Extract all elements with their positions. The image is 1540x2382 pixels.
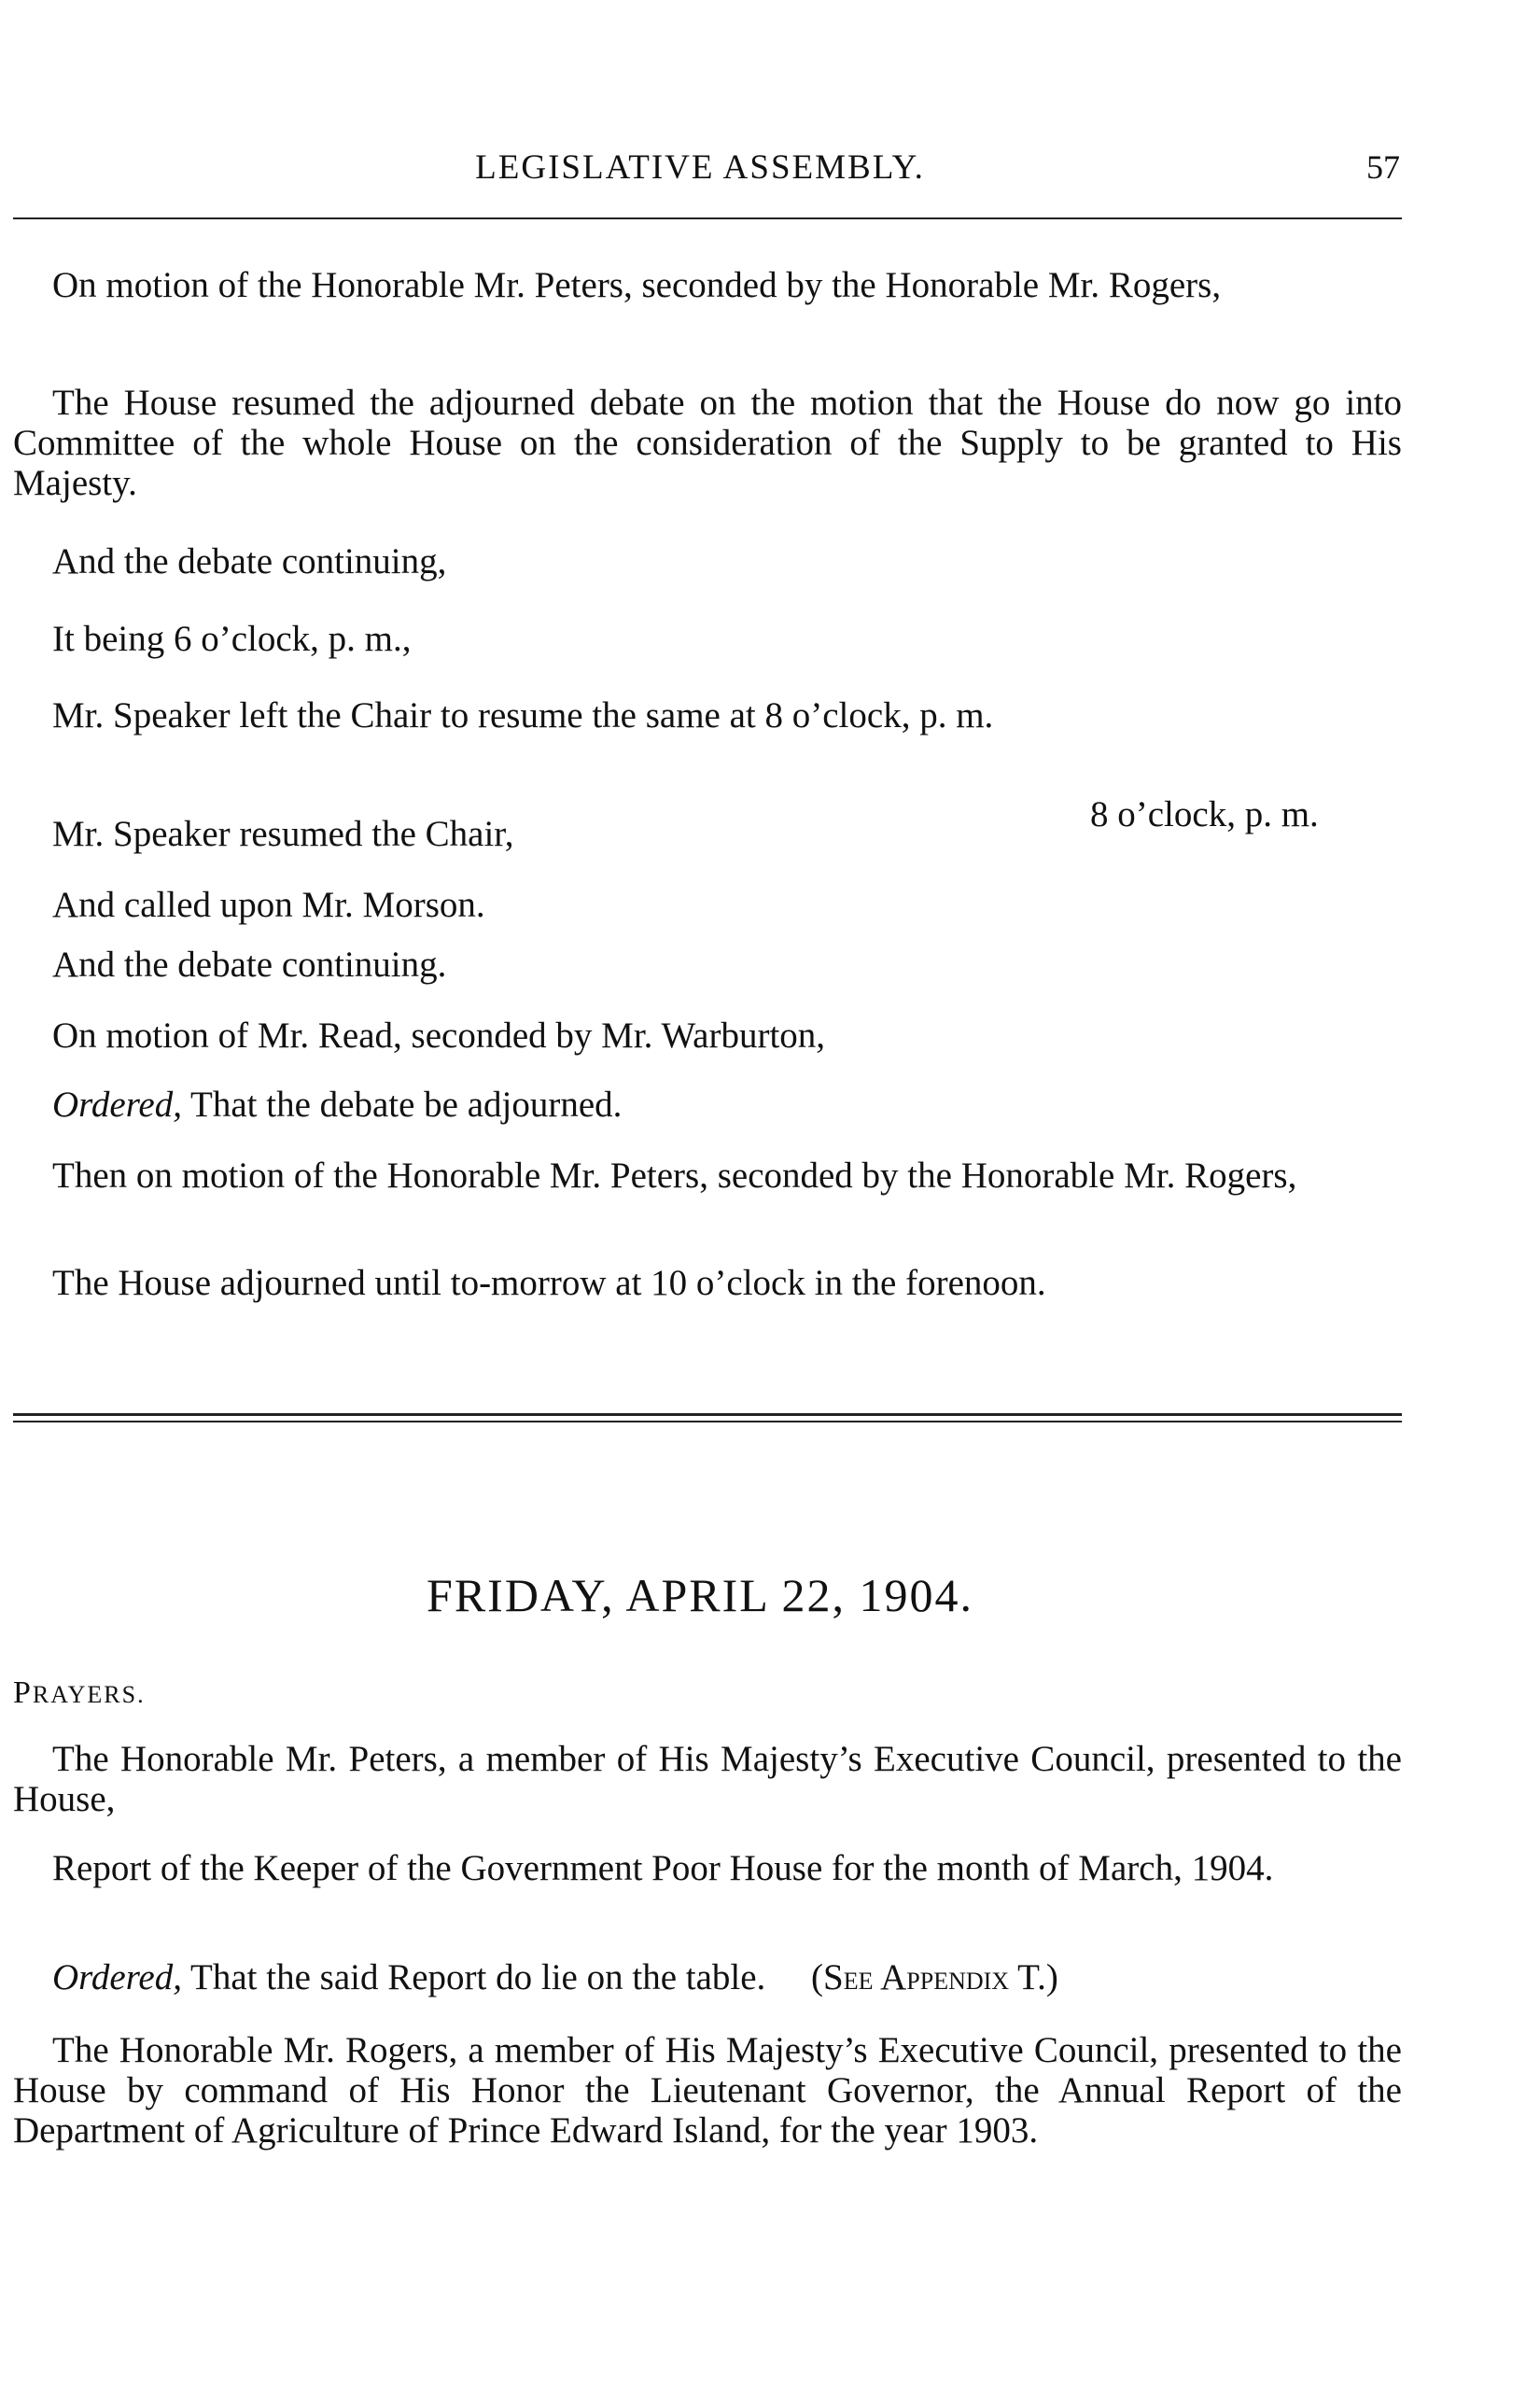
prayers-rest: RAYERS. bbox=[32, 1681, 146, 1708]
paragraph-debate-continuing: And the debate continuing, bbox=[52, 541, 447, 581]
see-rest: EE bbox=[843, 1968, 874, 1995]
appendix-initial: A bbox=[880, 1957, 907, 1997]
paragraph-speaker-left: Mr. Speaker left the Chair to resume the same at 8 o’clock, p. m. bbox=[52, 695, 994, 736]
page-number: 57 bbox=[1366, 148, 1400, 186]
ordered-label: Ordered, bbox=[52, 1085, 182, 1125]
ordered-text: That the debate be adjourned. bbox=[182, 1085, 623, 1125]
paragraph-resumed-debate: The House resumed the adjourned debate on the motion that the House do now go into Committee of the whole House on the consideration of the Supply to be granted to His Majesty. bbox=[13, 383, 1402, 503]
paragraph-house-adjourned: The House adjourned until to-morrow at 10 o’clock in the forenoon. bbox=[52, 1263, 1046, 1303]
paragraph-debate-continuing-2: And the debate continuing. bbox=[52, 945, 447, 985]
paragraph-six-oclock: It being 6 o’clock, p. m., bbox=[52, 619, 412, 659]
ordered-label-2: Ordered, bbox=[52, 1957, 182, 1997]
paragraph-ordered-lie-on-table bbox=[13, 1957, 1402, 2001]
paragraph-motion-peters-2: Then on motion of the Honorable Mr. Peters, seconded by the Honorable Mr. Rogers, bbox=[52, 1156, 1297, 1196]
appendix-letter: T.) bbox=[1009, 1957, 1058, 1997]
paragraph-ordered-adjourned bbox=[13, 1085, 1402, 1125]
day-heading: FRIDAY, APRIL 22, 1904. bbox=[427, 1569, 973, 1621]
paragraph-called-morson: And called upon Mr. Morson. bbox=[52, 885, 485, 925]
paragraph-peters-presented: The Honorable Mr. Peters, a member of His Majesty’s Executive Council, presented to the House, bbox=[13, 1739, 1402, 1819]
paragraph-poor-house-report: Report of the Keeper of the Government Poor House for the month of March, 1904. bbox=[52, 1848, 1274, 1888]
section-double-rule-top bbox=[13, 1413, 1402, 1416]
prayers-heading bbox=[13, 1675, 146, 1711]
prayers-initial: P bbox=[13, 1675, 33, 1710]
paragraph-motion-read: On motion of Mr. Read, seconded by Mr. Warburton, bbox=[52, 1016, 826, 1056]
ordered-text-2: That the said Report do lie on the table. ( bbox=[182, 1957, 824, 1997]
time-marker: 8 o’clock, p. m. bbox=[1090, 794, 1319, 834]
paragraph-speaker-resumed: Mr. Speaker resumed the Chair, bbox=[52, 814, 514, 854]
appendix-rest: PPENDIX bbox=[906, 1968, 1010, 1995]
running-head: LEGISLATIVE ASSEMBLY. bbox=[475, 148, 925, 187]
see-initial: S bbox=[823, 1957, 844, 1997]
paragraph-motion-peters: On motion of the Honorable Mr. Peters, seconded by the Honorable Mr. Rogers, bbox=[52, 265, 1222, 305]
header-rule bbox=[13, 217, 1402, 219]
section-double-rule-bottom bbox=[13, 1421, 1402, 1422]
paragraph-rogers-agriculture-report: The Honorable Mr. Rogers, a member of His Majesty’s Executive Council, presented to the House by command of His Honor the Lieutenant Governor, the Annual Report of the Department of Agriculture of Prince Edward Island, for the year 1903. bbox=[13, 2030, 1402, 2151]
